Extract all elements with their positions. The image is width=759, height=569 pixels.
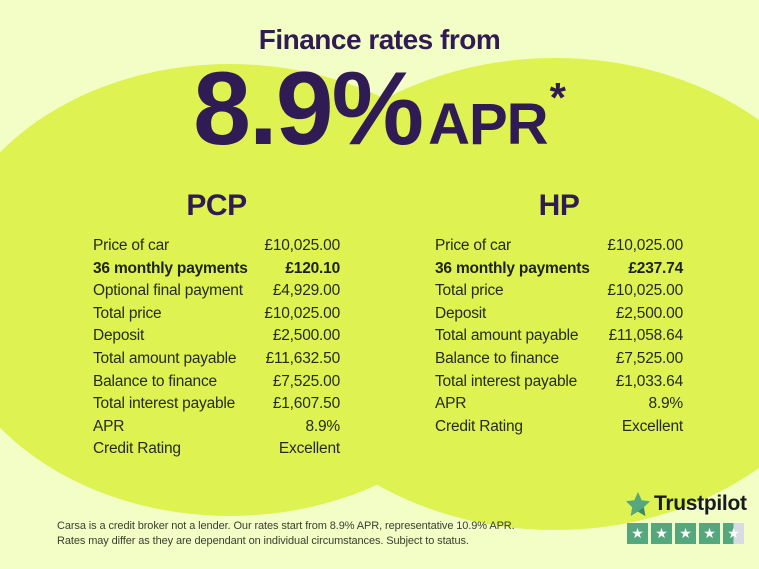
row-value: £7,525.00	[615, 349, 683, 367]
row-value: £4,929.00	[272, 282, 340, 300]
star-box-full: ★	[675, 523, 696, 544]
row-value: £10,025.00	[264, 304, 340, 322]
finance-row	[93, 416, 340, 439]
finance-row	[93, 258, 340, 281]
row-value: £7,525.00	[272, 372, 340, 390]
headline-rate	[0, 51, 759, 167]
finance-row	[435, 280, 683, 303]
row-label: 36 monthly payments	[435, 259, 590, 277]
finance-row	[435, 371, 683, 394]
disclaimer-line1: Carsa is a credit broker not a lender. Our rates start from 8.9% APR, representative 10.9% APR.	[57, 520, 515, 532]
row-value: £11,632.50	[265, 349, 340, 367]
row-value: 8.9%	[648, 395, 683, 413]
trustpilot-logo	[626, 492, 747, 516]
pcp-rows	[93, 235, 340, 461]
row-label: Credit Rating	[93, 440, 181, 458]
finance-row	[93, 303, 340, 326]
row-label: Price of car	[93, 237, 169, 254]
hp-title: HP	[538, 189, 580, 222]
trustpilot-star-icon	[626, 492, 650, 516]
row-label: Balance to finance	[93, 372, 217, 390]
row-label: 36 monthly payments	[93, 259, 248, 277]
row-value: £120.10	[285, 259, 340, 277]
star-box-full: ★	[699, 523, 720, 544]
disclaimer-text	[57, 519, 537, 548]
row-label: Deposit	[435, 304, 487, 322]
rate-asterisk: *	[549, 74, 566, 121]
finance-row	[93, 393, 340, 416]
finance-row	[435, 235, 683, 258]
row-label: Price of car	[435, 237, 511, 254]
row-label: APR	[435, 395, 467, 413]
rate-value: 8.9%	[193, 51, 423, 167]
disclaimer-line2: Rates may differ as they are dependant on individual circumstances. Subject to status.	[57, 534, 469, 547]
pcp-table	[93, 190, 340, 461]
row-label: Total interest payable	[93, 395, 236, 413]
trustpilot-rating-stars	[627, 523, 744, 544]
row-value: £2,500.00	[615, 304, 683, 322]
hp-table	[435, 190, 683, 438]
finance-row	[435, 325, 683, 348]
finance-row	[435, 348, 683, 371]
star-box-full: ★	[627, 523, 648, 544]
row-label: Total price	[93, 304, 162, 322]
row-label: Optional final payment	[93, 282, 243, 300]
star-box-full: ★	[651, 523, 672, 544]
finance-row	[93, 325, 340, 348]
row-value: 8.9%	[305, 417, 340, 435]
row-value: £1,607.50	[272, 395, 340, 413]
row-value: £11,058.64	[608, 327, 683, 345]
finance-row	[435, 416, 683, 439]
row-value: £10,025.00	[607, 237, 683, 254]
finance-row	[435, 258, 683, 281]
rate-unit: APR	[428, 92, 548, 157]
row-label: Deposit	[93, 327, 145, 345]
row-value: £10,025.00	[607, 282, 683, 300]
finance-row	[93, 371, 340, 394]
row-value: £10,025.00	[264, 237, 340, 254]
hp-rows	[435, 235, 683, 438]
finance-row	[93, 235, 340, 258]
finance-row	[93, 280, 340, 303]
row-label: Total amount payable	[435, 327, 579, 345]
finance-row	[93, 438, 340, 461]
finance-row	[93, 348, 340, 371]
finance-row	[435, 303, 683, 326]
row-label: APR	[93, 417, 125, 435]
row-value: £1,033.64	[615, 372, 683, 390]
row-value: Excellent	[278, 440, 340, 458]
row-label: Total price	[435, 282, 504, 300]
row-label: Total interest payable	[435, 372, 578, 390]
row-label: Balance to finance	[435, 349, 559, 367]
row-value: £237.74	[628, 259, 683, 277]
row-label: Credit Rating	[435, 417, 523, 435]
star-box-half: ★	[723, 523, 744, 544]
finance-row	[435, 393, 683, 416]
row-value: £2,500.00	[272, 327, 340, 345]
row-value: Excellent	[621, 417, 683, 435]
row-label: Total amount payable	[93, 349, 237, 367]
trustpilot-brand: Trustpilot	[654, 492, 747, 515]
banner-title: Finance rates from	[258, 24, 501, 55]
pcp-title: PCP	[186, 189, 247, 222]
